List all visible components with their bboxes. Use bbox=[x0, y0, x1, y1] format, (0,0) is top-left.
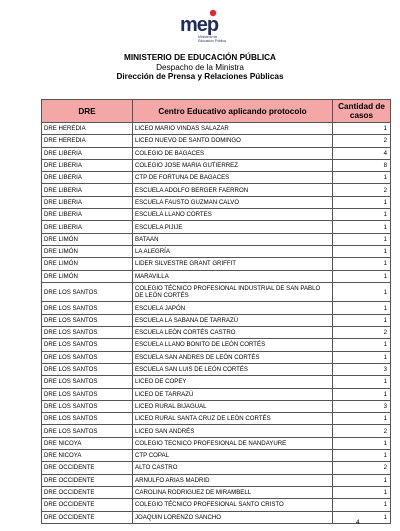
cell-school: ESCUELA LA SABANA DE TARRAZÚ bbox=[133, 314, 333, 326]
cell-school: LA ALEGRÍA bbox=[133, 245, 333, 257]
table-row bbox=[42, 363, 391, 375]
cell-school: ESCUELA LLANO BONITO DE LEÓN CORTÉS bbox=[133, 339, 333, 351]
cell-school: COLEGIO DE BAGACES bbox=[133, 147, 333, 159]
cell-dre: DRE LIBERIA bbox=[42, 172, 133, 184]
cell-dre: DRE LOS SANTOS bbox=[42, 388, 133, 400]
table-row bbox=[42, 413, 391, 425]
table-row bbox=[42, 327, 391, 339]
cell-cases: 3 bbox=[333, 363, 391, 375]
cell-dre: DRE LIBERIA bbox=[42, 196, 133, 208]
cell-school: LICEO MARIO VINDAS SALAZAR bbox=[133, 123, 333, 135]
cell-school: ESCUELA PIJIJE bbox=[133, 221, 333, 233]
cell-dre: DRE LOS SANTOS bbox=[42, 400, 133, 412]
cell-dre: DRE HEREDIA bbox=[42, 135, 133, 147]
cell-dre: DRE LIMÓN bbox=[42, 245, 133, 257]
mep-logo bbox=[180, 8, 240, 42]
cell-school: CTP COPAL bbox=[133, 450, 333, 462]
cases-table bbox=[41, 99, 391, 524]
cell-cases: 1 bbox=[333, 282, 391, 302]
table-row bbox=[42, 258, 391, 270]
table-row bbox=[42, 450, 391, 462]
cell-school: COLEGIO TECNICO PROFESIONAL DE NANDAYURE bbox=[133, 437, 333, 449]
cell-school: JOAQUIN LORENZO SANCHO bbox=[133, 511, 333, 523]
cell-school: CAROLINA RODRIGUEZ DE MIRAMBELL bbox=[133, 486, 333, 498]
table-row bbox=[42, 400, 391, 412]
cell-school: ESCUELA JAPÓN bbox=[133, 302, 333, 314]
table-row bbox=[42, 425, 391, 437]
cell-school: ESCUELA ADOLFO BERGER FAERRON bbox=[133, 184, 333, 196]
table-row bbox=[42, 511, 391, 523]
table-row bbox=[42, 159, 391, 171]
table-row bbox=[42, 462, 391, 474]
cell-cases: 1 bbox=[333, 376, 391, 388]
table-row bbox=[42, 221, 391, 233]
logo-subtitle bbox=[198, 35, 238, 43]
table-row bbox=[42, 486, 391, 498]
cell-school: ESCUELA LLANO CORTES bbox=[133, 209, 333, 221]
cell-school: LIDER SILVESTRE GRANT GRIFFIT bbox=[133, 258, 333, 270]
cell-cases: 1 bbox=[333, 499, 391, 511]
cell-cases: 3 bbox=[333, 400, 391, 412]
cell-dre: DRE LOS SANTOS bbox=[42, 302, 133, 314]
table-row bbox=[42, 474, 391, 486]
cell-cases: 2 bbox=[333, 327, 391, 339]
cell-school: ESCUELA SAN LUIS DE LEÓN CORTÉS bbox=[133, 363, 333, 375]
cell-dre: DRE LIBERIA bbox=[42, 159, 133, 171]
logo-subtitle-line2: Educación Pública bbox=[198, 39, 226, 43]
table-row bbox=[42, 209, 391, 221]
cell-dre: DRE LIMÓN bbox=[42, 270, 133, 282]
cell-cases: 1 bbox=[333, 413, 391, 425]
column-header-school: Centro Educativo aplicando protocolo bbox=[133, 100, 333, 123]
cell-dre: DRE LIMÓN bbox=[42, 233, 133, 245]
cell-cases: 1 bbox=[333, 196, 391, 208]
cell-cases: 1 bbox=[333, 388, 391, 400]
cell-school: LICEO DE COPEY bbox=[133, 376, 333, 388]
table-row bbox=[42, 135, 391, 147]
table-row bbox=[42, 388, 391, 400]
ministry-title: MINISTERIO DE EDUCACIÓN PÚBLICA bbox=[124, 53, 276, 62]
table-row bbox=[42, 499, 391, 511]
table-row bbox=[42, 437, 391, 449]
office-title: Despacho de la Ministra bbox=[156, 62, 244, 72]
cell-school: COLEGIO TÉCNICO PROFESIONAL SANTO CRISTO bbox=[133, 499, 333, 511]
cell-dre: DRE LIBERIA bbox=[42, 147, 133, 159]
cell-dre: DRE OCCIDENTE bbox=[42, 474, 133, 486]
table-row bbox=[42, 245, 391, 257]
cell-cases: 1 bbox=[333, 351, 391, 363]
cell-cases: 1 bbox=[333, 486, 391, 498]
table-header-row bbox=[42, 100, 391, 123]
table-row bbox=[42, 184, 391, 196]
cell-school: ESCUELA FAUSTO GUZMAN CALVO bbox=[133, 196, 333, 208]
cell-cases: 1 bbox=[333, 339, 391, 351]
cell-cases: 2 bbox=[333, 425, 391, 437]
cell-dre: DRE NICOYA bbox=[42, 437, 133, 449]
document-header bbox=[0, 53, 400, 82]
table-row bbox=[42, 351, 391, 363]
table-row bbox=[42, 172, 391, 184]
cell-school: LICEO DE TARRAZÚ bbox=[133, 388, 333, 400]
table-row bbox=[42, 147, 391, 159]
cell-dre: DRE LOS SANTOS bbox=[42, 376, 133, 388]
cell-cases: 1 bbox=[333, 474, 391, 486]
cell-dre: DRE HEREDIA bbox=[42, 123, 133, 135]
cell-dre: DRE LIBERIA bbox=[42, 209, 133, 221]
cell-school: ARNULFO ARIAS MADRID bbox=[133, 474, 333, 486]
cell-dre: DRE OCCIDENTE bbox=[42, 511, 133, 523]
cell-cases: 2 bbox=[333, 184, 391, 196]
cell-dre: DRE OCCIDENTE bbox=[42, 462, 133, 474]
cell-dre: DRE LOS SANTOS bbox=[42, 327, 133, 339]
cell-cases: 1 bbox=[333, 314, 391, 326]
table-row bbox=[42, 302, 391, 314]
cell-dre: DRE LOS SANTOS bbox=[42, 413, 133, 425]
column-header-cases: Cantidad de casos bbox=[333, 100, 391, 123]
table-row bbox=[42, 314, 391, 326]
cell-cases: 1 bbox=[333, 123, 391, 135]
table-row bbox=[42, 339, 391, 351]
cell-dre: DRE LIMÓN bbox=[42, 258, 133, 270]
cell-cases: 2 bbox=[333, 135, 391, 147]
cell-cases: 1 bbox=[333, 302, 391, 314]
cell-school: LICEO RURAL SANTA CRUZ DE LEÓN CORTÉS bbox=[133, 413, 333, 425]
cell-dre: DRE LOS SANTOS bbox=[42, 425, 133, 437]
cell-dre: DRE OCCIDENTE bbox=[42, 486, 133, 498]
logo-subtitle-line1: Ministerio de bbox=[198, 35, 218, 39]
cell-dre: DRE LOS SANTOS bbox=[42, 339, 133, 351]
cell-cases: 1 bbox=[333, 258, 391, 270]
department-title: Dirección de Prensa y Relaciones Públicas bbox=[116, 72, 284, 81]
cell-cases: 1 bbox=[333, 270, 391, 282]
cell-school: ESCUELA LEÓN CORTÉS CASTRO bbox=[133, 327, 333, 339]
cell-school: COLEGIO TÉCNICO PROFESIONAL INDUSTRIAL DE SAN PABLO DE LEÓN CORTÉS bbox=[133, 282, 333, 302]
cell-school: MARAVILLA bbox=[133, 270, 333, 282]
table-row bbox=[42, 196, 391, 208]
column-header-dre: DRE bbox=[42, 100, 133, 123]
cell-cases: 1 bbox=[333, 245, 391, 257]
table-body bbox=[42, 123, 391, 524]
cell-dre: DRE LOS SANTOS bbox=[42, 351, 133, 363]
cell-cases: 1 bbox=[333, 511, 391, 523]
table-row bbox=[42, 376, 391, 388]
page-number: 4 bbox=[356, 519, 360, 526]
cell-school: ALTO CASTRO bbox=[133, 462, 333, 474]
table-row bbox=[42, 123, 391, 135]
cell-dre: DRE LIBERIA bbox=[42, 221, 133, 233]
cell-dre: DRE LOS SANTOS bbox=[42, 314, 133, 326]
table-row bbox=[42, 233, 391, 245]
table-row bbox=[42, 270, 391, 282]
cell-cases: 2 bbox=[333, 462, 391, 474]
cell-dre: DRE LOS SANTOS bbox=[42, 282, 133, 302]
cell-dre: DRE LOS SANTOS bbox=[42, 363, 133, 375]
cell-cases: 1 bbox=[333, 233, 391, 245]
cell-cases: 4 bbox=[333, 147, 391, 159]
cell-dre: DRE OCCIDENTE bbox=[42, 499, 133, 511]
cell-cases: 8 bbox=[333, 159, 391, 171]
cell-school: LICEO SAN ANDRÉS bbox=[133, 425, 333, 437]
cell-cases: 1 bbox=[333, 172, 391, 184]
cell-school: CTP DE FORTUNA DE BAGACES bbox=[133, 172, 333, 184]
cell-school: BATAAN bbox=[133, 233, 333, 245]
table-row bbox=[42, 282, 391, 302]
cell-school: LICEO NUEVO DE SANTO DOMINGO bbox=[133, 135, 333, 147]
cell-school: COLEGIO JOSE MARIA GUTIERREZ bbox=[133, 159, 333, 171]
cell-cases: 1 bbox=[333, 221, 391, 233]
cell-cases: 1 bbox=[333, 437, 391, 449]
cell-dre: DRE LIBERIA bbox=[42, 184, 133, 196]
cell-dre: DRE NICOYA bbox=[42, 450, 133, 462]
cell-school: ESCUELA SAN ANDRES DE LEÓN CORTÉS bbox=[133, 351, 333, 363]
cell-cases: 1 bbox=[333, 450, 391, 462]
logo-wordmark: mep bbox=[180, 14, 219, 36]
cell-school: LICEO RURAL BIJAGUAL bbox=[133, 400, 333, 412]
cell-cases: 1 bbox=[333, 209, 391, 221]
